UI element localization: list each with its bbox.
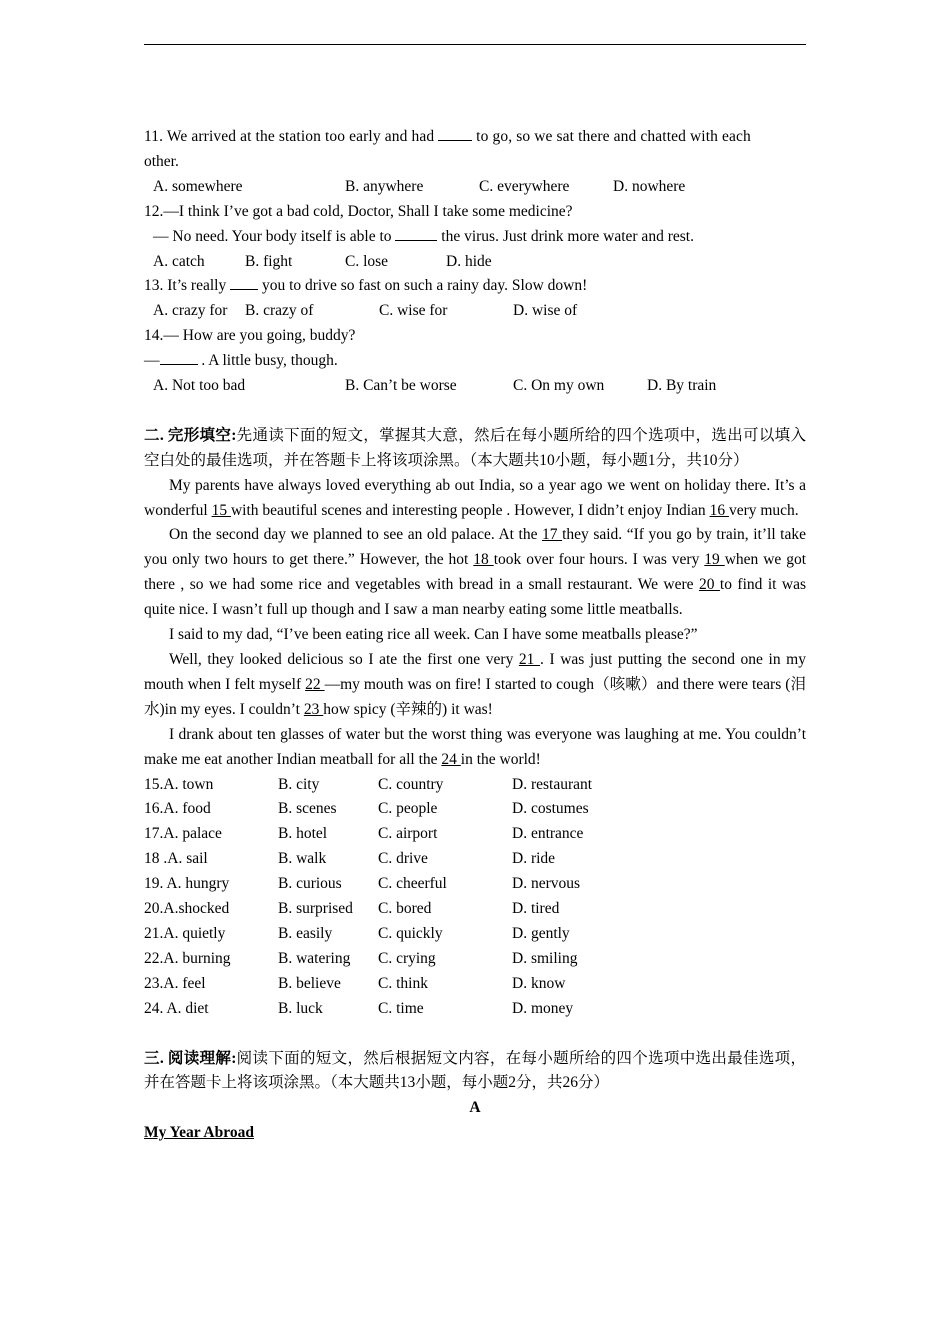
question-14-stem: 14.— How are you going, buddy? <box>144 327 356 345</box>
passage-paragraph-1: My parents have always loved everything ab out India, so a year ago we went on holiday there. It’s a wonderful 15 with beautiful scenes and interesting people . However, I didn’t enjoy Indian 16 very much. <box>144 476 806 519</box>
choice-row-24 <box>144 997 806 1022</box>
option-d[interactable]: D. money <box>512 999 574 1017</box>
section-3-instructions: 三. 阅读理解:阅读下面的短文，然后根据短文内容，在每小题所给的四个选项中选出最佳选项，并在答题卡上将该项涂黑。（本大题共13小题，每小题2分，共26分） <box>144 1049 806 1092</box>
option-d[interactable]: D. smiling <box>512 949 578 967</box>
article-title-line <box>144 1121 806 1146</box>
article-title: My Year Abroad <box>144 1124 254 1142</box>
option-b[interactable]: B. scenes <box>278 800 337 818</box>
spacer <box>144 399 806 424</box>
option-a[interactable]: A. crazy for <box>153 302 228 320</box>
blank-18: 18 <box>473 551 494 569</box>
question-11-stem-cont: other. <box>144 152 179 170</box>
part-label: A <box>469 1099 481 1117</box>
choice-row-15 <box>144 773 806 798</box>
answer-blank <box>160 350 198 365</box>
option-c[interactable]: C. everywhere <box>479 177 570 195</box>
question-12 <box>144 200 806 275</box>
question-12-stem: 12.—I think I’ve got a bad cold, Doctor, Shall I take some medicine? <box>144 202 573 220</box>
option-c[interactable]: C. bored <box>378 900 432 918</box>
question-14-options <box>144 374 806 399</box>
question-12-options <box>144 250 806 275</box>
option-c[interactable]: C. quickly <box>378 924 443 942</box>
option-b[interactable]: B. curious <box>278 875 342 893</box>
option-a[interactable]: 22.A. burning <box>144 949 231 967</box>
answer-blank <box>230 275 258 290</box>
cloze-choices <box>144 773 806 1022</box>
option-a[interactable]: 16.A. food <box>144 800 211 818</box>
question-13 <box>144 274 806 324</box>
option-b[interactable]: B. luck <box>278 999 323 1017</box>
option-d[interactable]: D. know <box>512 974 566 992</box>
answer-blank <box>438 126 472 141</box>
question-13-stem: 13. It’s really you to drive so fast on such a rainy day. Slow down! <box>144 277 588 295</box>
section-2-heading: 二. 完形填空: <box>144 426 237 444</box>
question-14-reply: — . A little busy, though. <box>144 352 338 370</box>
option-a[interactable]: 24. A. diet <box>144 999 209 1017</box>
passage-paragraph-5: I drank about ten glasses of water but the worst thing was everyone was laughing at me. You couldn’t make me eat another Indian meatball for all the 24 in the world! <box>144 725 806 768</box>
blank-24: 24 <box>441 750 461 768</box>
choice-row-21 <box>144 922 806 947</box>
blank-20: 20 <box>698 576 720 594</box>
option-a[interactable]: A. Not too bad <box>153 377 246 395</box>
option-b[interactable]: B. surprised <box>278 900 353 918</box>
exam-page <box>144 125 806 1146</box>
option-c[interactable]: C. crying <box>378 949 436 967</box>
question-13-options <box>144 299 806 324</box>
blank-22: 22 <box>305 675 325 693</box>
passage-paragraph-2: On the second day we planned to see an old palace. At the 17 they said. “If you go by train, it’ll take you only two hours to get there.” However, the hot 18 took over four hours. I was very 19 when we got there , so we had some rice and vegetables with bread in a small restaurant. We were 20 to find it was quite nice. I wasn’t full up though and I saw a man nearby eating some little meatballs. <box>144 526 807 619</box>
option-d[interactable]: D. entrance <box>512 825 584 843</box>
option-a[interactable]: 21.A. quietly <box>144 924 226 942</box>
choice-row-23 <box>144 972 806 997</box>
question-14 <box>144 324 806 399</box>
option-a[interactable]: 20.A.shocked <box>144 900 230 918</box>
option-a[interactable]: 17.A. palace <box>144 825 222 843</box>
question-11 <box>144 125 806 200</box>
section-3-heading: 三. 阅读理解: <box>144 1049 237 1067</box>
blank-16: 16 <box>709 501 729 519</box>
option-b[interactable]: B. hotel <box>278 825 328 843</box>
option-a[interactable]: 18 .A. sail <box>144 850 208 868</box>
option-c[interactable]: C. airport <box>378 825 438 843</box>
blank-21: 21 <box>518 651 540 669</box>
option-c[interactable]: C. cheerful <box>378 875 447 893</box>
section-2-instructions: 二. 完形填空:先通读下面的短文，掌握其大意，然后在每小题所给的四个选项中，选出可以填入空白处的最佳选项，并在答题卡上将该项涂黑。（本大题共10小题，每小题1分，共10分） <box>144 426 806 469</box>
choice-row-19 <box>144 872 806 897</box>
option-c[interactable]: C. lose <box>345 252 389 270</box>
blank-19: 19 <box>704 551 725 569</box>
option-c[interactable]: C. country <box>378 775 444 793</box>
option-d[interactable]: D. wise of <box>513 302 578 320</box>
option-a[interactable]: 19. A. hungry <box>144 875 230 893</box>
option-d[interactable]: D. gently <box>512 924 570 942</box>
option-d[interactable]: D. By train <box>647 377 717 395</box>
blank-17: 17 <box>542 526 563 544</box>
answer-blank <box>395 226 437 241</box>
option-d[interactable]: D. hide <box>446 252 492 270</box>
option-a[interactable]: A. catch <box>153 252 205 270</box>
option-c[interactable]: C. On my own <box>513 377 605 395</box>
header-rule <box>144 44 806 45</box>
option-b[interactable]: B. Can’t be worse <box>345 377 457 395</box>
option-b[interactable]: B. crazy of <box>245 302 314 320</box>
choice-row-18 <box>144 847 806 872</box>
option-c[interactable]: C. drive <box>378 850 428 868</box>
choice-row-22 <box>144 947 806 972</box>
question-11-options <box>144 175 806 200</box>
option-d[interactable]: D. tired <box>512 900 560 918</box>
option-b[interactable]: B. anywhere <box>345 177 424 195</box>
option-a[interactable]: 23.A. feel <box>144 974 206 992</box>
option-b[interactable]: B. city <box>278 775 320 793</box>
option-d[interactable]: D. costumes <box>512 800 589 818</box>
option-b[interactable]: B. easily <box>278 924 333 942</box>
option-b[interactable]: B. fight <box>245 252 293 270</box>
spacer <box>144 1022 806 1047</box>
option-a[interactable]: 15.A. town <box>144 775 214 793</box>
option-d[interactable]: D. ride <box>512 850 556 868</box>
option-d[interactable]: D. nowhere <box>613 177 686 195</box>
choice-row-17 <box>144 822 806 847</box>
option-d[interactable]: D. nervous <box>512 875 581 893</box>
option-d[interactable]: D. restaurant <box>512 775 593 793</box>
choice-row-20 <box>144 897 806 922</box>
cloze-passage <box>144 474 806 773</box>
passage-paragraph-4: Well, they looked delicious so I ate the first one very 21 . I was just putting the second one in my mouth when I felt myself 22 —my mouth was on fire! I started to cough（咳嗽）and there were tears (泪水)in my eyes. I couldn’t 23 how spicy (辛辣的) it was! <box>144 651 806 718</box>
option-c[interactable]: C. wise for <box>379 302 448 320</box>
option-b[interactable]: B. walk <box>278 850 327 868</box>
blank-15: 15 <box>211 501 231 519</box>
option-c[interactable]: C. people <box>378 800 438 818</box>
option-c[interactable]: C. think <box>378 974 428 992</box>
blank-23: 23 <box>303 700 324 718</box>
passage-paragraph-3: I said to my dad, “I’ve been eating rice all week. Can I have some meatballs please?” <box>169 626 698 644</box>
choice-row-16 <box>144 797 806 822</box>
question-11-stem: 11. We arrived at the station too early and had to go, so we sat there and chatted with each <box>144 128 751 145</box>
option-b[interactable]: B. believe <box>278 974 341 992</box>
option-a[interactable]: A. somewhere <box>153 177 243 195</box>
question-12-reply: — No need. Your body itself is able to the virus. Just drink more water and rest. <box>153 227 694 245</box>
option-c[interactable]: C. time <box>378 999 424 1017</box>
option-b[interactable]: B. watering <box>278 949 351 967</box>
